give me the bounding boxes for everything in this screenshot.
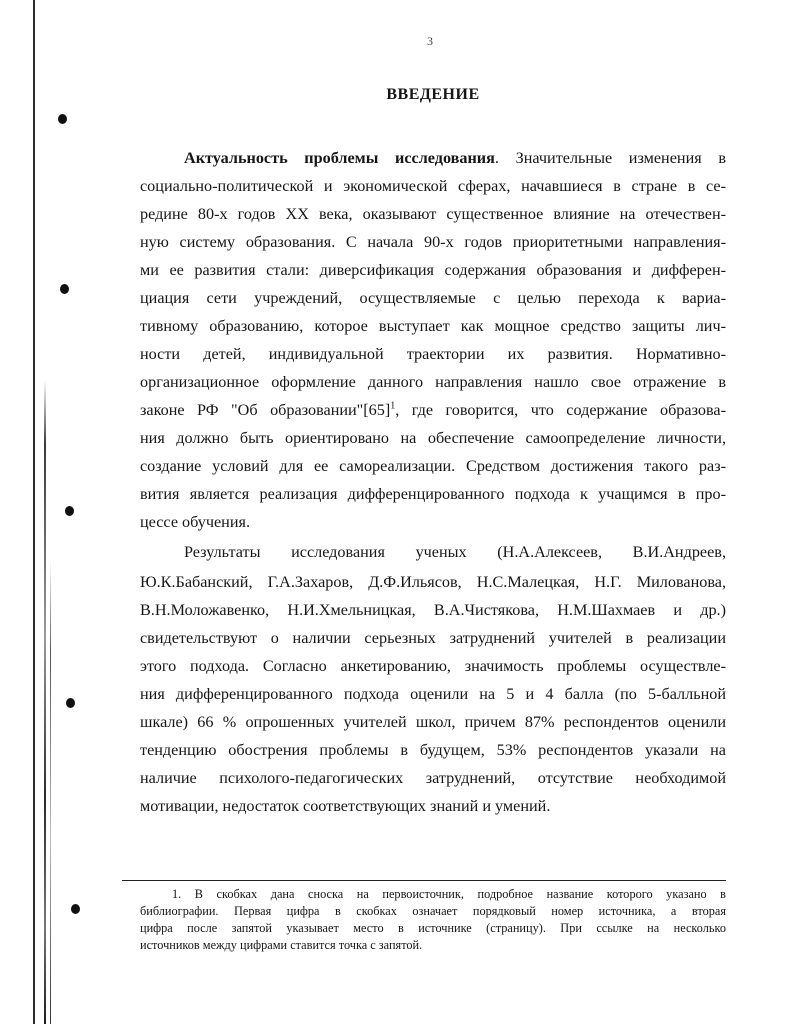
footnote-line: библиографии. Первая цифра в скобках означает порядковый номер источника, а вторая (140, 904, 726, 918)
punch-hole-mark (66, 698, 75, 708)
paragraph-line: организационное оформление данного направления нашло свое отражение в (140, 373, 726, 391)
paragraph-line: тенденцию обострения проблемы в будущем, 53% респондентов указали на (140, 741, 726, 759)
paragraph-line: ности детей, индивидуальной траектории их развития. Нормативно- (140, 345, 726, 363)
paragraph-line-text: законе РФ "Об образовании"[65] (140, 401, 391, 419)
footnote-reference: 1 (390, 400, 396, 412)
paragraph-line: ми ее развития стали: диверсификация содержания образования и дифферен- (140, 261, 726, 279)
paragraph-line: тивному образованию, которое выступает как мощное средство защиты лич- (140, 317, 726, 335)
footnote-line: источников между цифрами ставится точка с запятой. (140, 938, 423, 952)
paragraph-line-text: . Значительные изменения в (494, 149, 726, 167)
footnote-line: цифра после запятой указывает место в источнике (страницу). При ссылке на несколько (140, 921, 726, 935)
paragraph-line: циация сети учреждений, осуществляемые с целью перехода к вариа- (140, 289, 726, 307)
paragraph-line: ния дифференцированного подхода оценили на 5 и 4 балла (по 5-балльной (140, 685, 726, 703)
punch-hole-mark (58, 114, 67, 124)
scan-binding-edge (33, 0, 35, 1024)
paragraph-line: шкале) 66 % опрошенных учителей школ, причем 87% респондентов оценили (140, 713, 726, 731)
paragraph-line: мотивации, недостаток соответствующих знаний и умений. (140, 797, 551, 815)
footnote-divider (122, 880, 726, 881)
paragraph-line: цессе обучения. (140, 513, 251, 531)
paragraph-line: Результаты исследования ученых (Н.А.Алексеев, В.И.Андреев, (184, 543, 726, 561)
paragraph-line (140, 396, 726, 424)
paragraph-line: В.Н.Моложавенко, Н.И.Хмельницкая, В.А.Чистякова, Н.М.Шахмаев и др.) (140, 601, 726, 619)
paragraph-line (184, 144, 726, 172)
paragraph-line: Ю.К.Бабанский, Г.А.Захаров, Д.Ф.Ильясов, Н.С.Малецкая, Н.Г. Милованова, (140, 573, 726, 591)
scan-binding-shadow-inner (50, 560, 51, 1024)
paragraph-line: свидетельствуют о наличии серьезных затруднений учителей в реализации (140, 629, 726, 647)
paragraph-line: создание условий для ее самореализации. Средством достижения такого раз- (140, 457, 726, 475)
scan-binding-shadow (44, 380, 46, 1024)
punch-hole-mark (60, 284, 69, 294)
paragraph-line: вития является реализация дифференцированного подхода к учащимся в про- (140, 485, 726, 503)
paragraph-line-text: , где говорится, что содержание образова- (395, 401, 726, 419)
paragraph-lead-term: Актуальность проблемы исследования (184, 149, 495, 167)
paragraph-line: этого подхода. Согласно анкетированию, значимость проблемы осуществле- (140, 657, 726, 675)
page-number: 3 (427, 34, 433, 48)
punch-hole-mark (71, 904, 80, 914)
paragraph-line: ния должно быть ориентировано на обеспечение самоопределение личности, (140, 429, 726, 447)
paragraph-line: наличие психолого-педагогических затруднений, отсутствие необходимой (140, 769, 726, 787)
footnote-line: 1. В скобках дана сноска на первоисточник, подробное название которого указано в (172, 887, 726, 901)
paragraph-line: ную систему образования. С начала 90-х годов приоритетными направления- (140, 233, 726, 251)
paragraph-line: редине 80-х годов XX века, оказывают существенное влияние на отечествен- (140, 205, 726, 223)
punch-hole-mark (65, 506, 74, 516)
paragraph-line: социально-политической и экономической сферах, начавшиеся в стране в се- (140, 177, 726, 195)
section-heading: ВВЕДЕНИЕ (386, 86, 480, 103)
